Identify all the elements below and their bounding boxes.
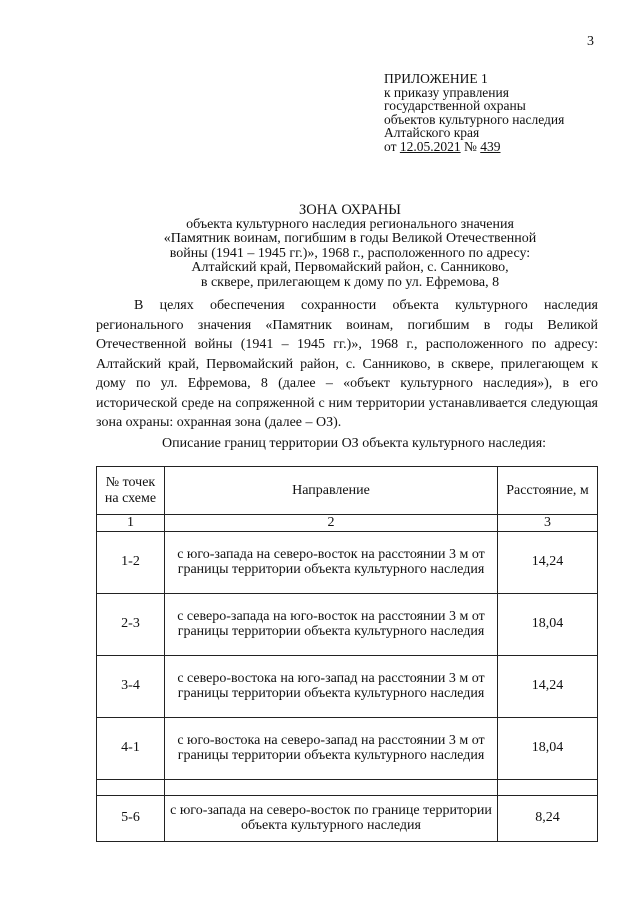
zone-subtitle-line: войны (1941 – 1945 гг.)», 1968 г., расположенного по адресу: [169,245,531,261]
body-paragraph: В целях обеспечения сохранности объекта культурного наследия регионального значения «Памятник воинам, погибшим в годы Великой Отечественной войны (1941 – 1945 гг.)», 1968 г., расположенного по адресу: Алтайский край, Первомайский район, с. Санниково, в сквере, прилегающем к дому по ул. Ефремова, 8 (далее – «объект культурного наследия»), в его исторической среде на сопряженной с ним территории устанавливается следующая зона охраны: охранная зона (далее – ОЗ). [96,298,598,430]
appendix-line: государственной охраны [384,98,526,113]
direction-cell: с юго-запада на северо-восток на расстоянии 3 м от границы территории объекта культурного наследия [165,531,498,593]
number-sign: № [463,138,477,154]
column-number: 3 [498,515,598,532]
direction-cell: с северо-востока на юго-запад на расстоянии 3 м от границы территории объекта культурного наследия [165,655,498,717]
table-row [97,717,598,779]
empty-row [97,779,598,795]
zone-heading [90,203,610,290]
zone-subtitle-line: объекта культурного наследия регионального значения [186,216,514,232]
appendix-line: Алтайского края [384,125,480,140]
zone-subtitle-line: в сквере, прилегающем к дому по ул. Ефремова, 8 [200,274,500,290]
table-caption: Описание границ территории ОЗ объекта культурного наследия: [162,436,547,451]
header-points: № точек на схеме [97,467,165,515]
zone-subtitle-line: Алтайский край, Первомайский район, с. Санниково, [191,260,509,275]
table-row [97,531,598,593]
column-number: 1 [97,515,165,532]
direction-cell: с юго-запада на северо-восток по границе территории объекта культурного наследия [165,795,498,841]
table-row [97,795,598,841]
order-number: 439 [480,138,501,154]
column-number: 2 [165,515,498,532]
distance-cell: 18,04 [498,717,598,779]
direction-cell: с юго-востока на северо-запад на расстоянии 3 м от границы территории объекта культурного наследия [165,717,498,779]
distance-cell: 14,24 [498,531,598,593]
header-distance: Расстояние, м [498,467,598,515]
points-cell: 5-6 [97,795,165,841]
distance-cell: 18,04 [498,593,598,655]
appendix-title: ПРИЛОЖЕНИЕ 1 [384,71,488,86]
appendix-line: объектов культурного наследия [384,111,565,127]
points-cell: 1-2 [97,531,165,593]
order-date: 12.05.2021 [399,138,461,154]
zone-subtitle-line: «Памятник воинам, погибшим в годы Великой Отечественной [163,231,537,246]
direction-cell: с северо-запада на юго-восток на расстоянии 3 м от границы территории объекта культурного наследия [165,593,498,655]
points-cell: 2-3 [97,593,165,655]
header-direction: Направление [165,467,498,515]
distance-cell: 14,24 [498,655,598,717]
column-number-row [97,515,598,532]
appendix-date-line [384,140,564,154]
distance-cell: 8,24 [498,795,598,841]
date-prefix: от [384,138,397,154]
table-row [97,593,598,655]
points-cell: 4-1 [97,717,165,779]
table-row [97,655,598,717]
boundary-table [96,466,598,842]
points-cell: 3-4 [97,655,165,717]
appendix-header [384,72,564,153]
zone-title: ЗОНА ОХРАНЫ [299,202,401,218]
appendix-line: к приказу управления [384,84,509,100]
table-header-row [97,467,598,515]
page-number: 3 [587,34,594,49]
